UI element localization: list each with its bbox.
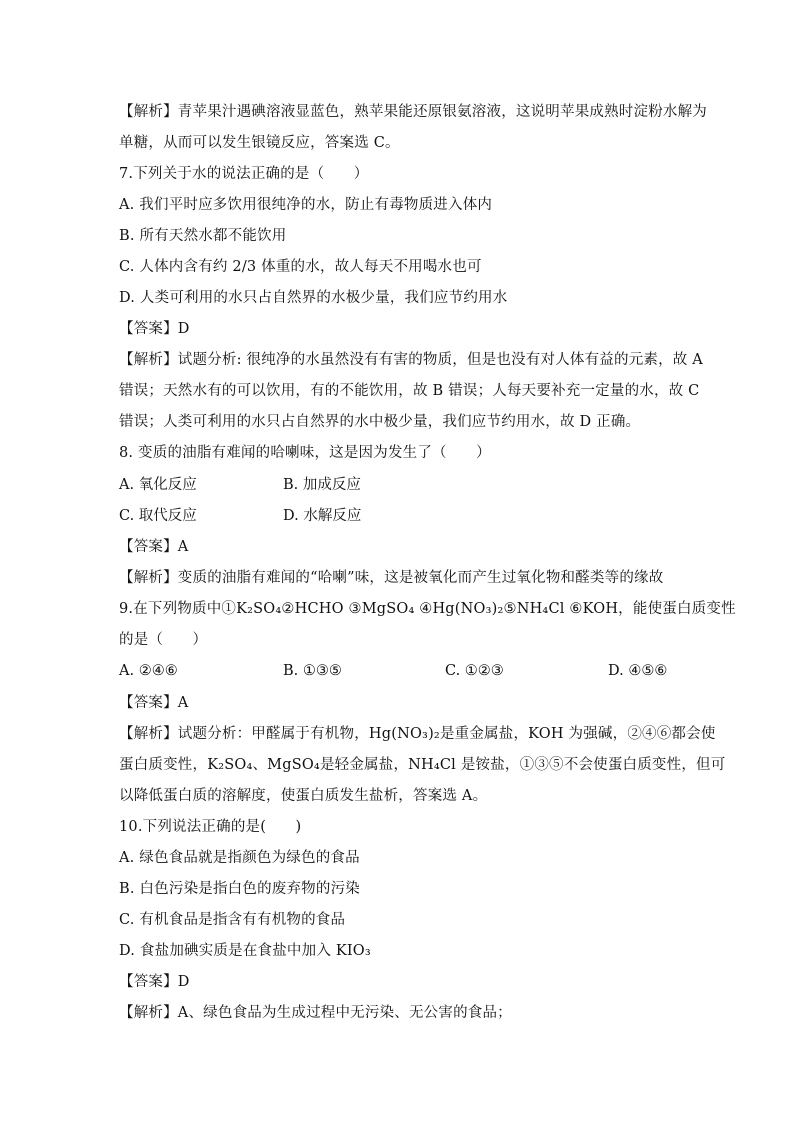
question-7: 7.下列关于水的说法正确的是（ ） xyxy=(119,166,369,182)
answer-label: 【答案】D xyxy=(119,321,190,337)
option-a: A. 绿色食品就是指颜色为绿色的食品 xyxy=(119,850,360,866)
option-b: B. 所有天然水都不能饮用 xyxy=(119,228,287,244)
explanation-text: 【解析】试题分析: 很纯净的水虽然没有有害的物质，但是也没有对人体有益的元素，故 A xyxy=(119,352,703,368)
explanation-text: 以降低蛋白质的溶解度，使蛋白质发生盐析，答案选 A。 xyxy=(119,788,488,804)
option-d: D. 食盐加碘实质是在食盐中加入 KIO₃ xyxy=(119,943,371,959)
explanation-text: 单糖，从而可以发生银镜反应，答案选 C。 xyxy=(119,135,400,151)
option-b: B. 加成反应 xyxy=(283,477,361,493)
question-8: 8. 变质的油脂有难闻的哈喇味，这是因为发生了（ ） xyxy=(119,445,491,461)
option-a: A. 氧化反应 xyxy=(119,477,197,493)
explanation-text: 【解析】青苹果汁遇碘溶液显蓝色，熟苹果能还原银氨溶液，这说明苹果成熟时淀粉水解为 xyxy=(119,104,707,120)
explanation-text: 错误；天然水有的可以饮用，有的不能饮用，故 B 错误；人每天要补充一定量的水，故 C xyxy=(119,383,700,399)
option-d: D. 人类可利用的水只占自然界的水极少量，我们应节约用水 xyxy=(119,290,508,306)
option-b: B. 白色污染是指白色的废弃物的污染 xyxy=(119,881,360,897)
option-d: D. ④⑤⑥ xyxy=(608,663,668,679)
option-b: B. ①③⑤ xyxy=(283,663,342,679)
answer-label: 【答案】D xyxy=(119,974,190,990)
explanation-text: 蛋白质变性，K₂SO₄、MgSO₄是轻金属盐，NH₄Cl 是铵盐，①③⑤不会使蛋白质变性，但可 xyxy=(119,757,726,773)
question-10: 10.下列说法正确的是( ) xyxy=(119,819,302,835)
option-a: A. 我们平时应多饮用很纯净的水，防止有毒物质进入体内 xyxy=(119,197,493,213)
option-c: C. ①②③ xyxy=(445,663,504,679)
option-c: C. 取代反应 xyxy=(119,508,197,524)
option-c: C. 人体内含有约 2/3 体重的水，故人每天不用喝水也可 xyxy=(119,259,482,275)
explanation-text: 错误；人类可利用的水只占自然界的水中极少量，我们应节约用水，故 D 正确。 xyxy=(119,414,641,430)
answer-label: 【答案】A xyxy=(119,695,189,711)
explanation-text: 【解析】变质的油脂有难闻的“哈喇”味，这是被氧化而产生过氧化物和醛类等的缘故 xyxy=(119,570,664,586)
explanation-text: 【解析】A、绿色食品为生成过程中无污染、无公害的食品； xyxy=(119,1005,512,1021)
answer-label: 【答案】A xyxy=(119,539,189,555)
question-9-cont: 的是（ ） xyxy=(119,632,208,648)
option-c: C. 有机食品是指含有有机物的食品 xyxy=(119,912,346,928)
option-a: A. ②④⑥ xyxy=(119,663,178,679)
explanation-text: 【解析】试题分析：甲醛属于有机物，Hg(NO₃)₂是重金属盐，KOH 为强碱，②④⑥都会使 xyxy=(119,726,716,742)
question-9: 9.在下列物质中①K₂SO₄②HCHO ③MgSO₄ ④Hg(NO₃)₂⑤NH₄Cl ⑥KOH，能使蛋白质变性 xyxy=(119,601,736,617)
option-d: D. 水解反应 xyxy=(283,508,362,524)
